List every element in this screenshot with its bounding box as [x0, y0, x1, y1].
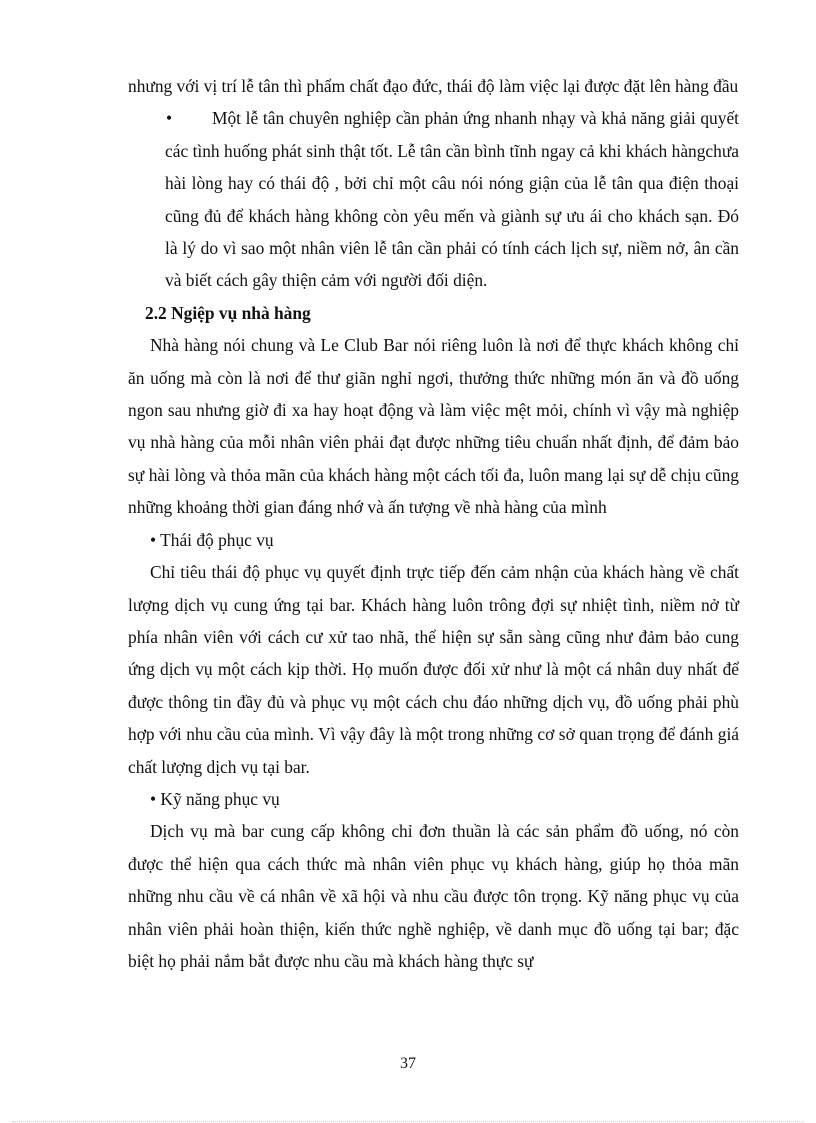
paragraph: Nhà hàng nói chung và Le Club Bar nói riêng luôn là nơi để thực khách không chỉ ăn uống mà còn là nơi để thư giãn nghỉ ngơi, thưởng thức những món ăn và đồ uống ngon sau nhưng giờ đi xa hay hoạt động và làm việc mệt mỏi, chính vì vậy mà nghiệp vụ nhà hàng của mỗi nhân viên phải đạt được những tiêu chuẩn nhất định, để đảm bảo sự hài lòng và thỏa mãn của khách hàng một cách tối đa, luôn mang lại sự dễ chịu cũng những khoảng thời gian đáng nhớ và ấn tượng về nhà hàng của mình [128, 335, 739, 518]
subheading: • Thái độ phục vụ [150, 529, 274, 550]
paragraph: Chỉ tiêu thái độ phục vụ quyết định trực tiếp đến cảm nhận của khách hàng về chất lượng dịch vụ cung ứng tại bar. Khách hàng luôn trông đợi sự nhiệt tình, niềm nở từ phía nhân viên với cách cư xử tao nhã, thể hiện sự sẵn sàng cũng như đảm bảo cung ứng dịch vụ một cách kịp thời. Họ muốn được đối xử như là một cá nhân duy nhất để được thông tin đầy đủ và phục vụ một cách chu đáo những dịch vụ, đồ uống phải phù hợp với nhu cầu của mình. Vì vậy đây là một trong những cơ sở quan trọng để đánh giá chất lượng dịch vụ tại bar. [128, 562, 739, 777]
document-body [128, 70, 739, 977]
bullet-marker: • [166, 108, 173, 129]
section-heading: 2.2 Ngiệp vụ nhà hàng [145, 302, 311, 323]
paragraph: Một lễ tân chuyên nghiệp cần phản ứng nhanh nhạy và khả năng giải quyết các tình huống phát sinh thật tốt. Lễ tân cần bình tĩnh ngay cả khi khách hàngchưa hài lòng hay có thái độ , bởi chỉ một câu nói nóng giận của lễ tân qua điện thoại cũng đủ để khách hàng không còn yêu mến và giành sự ưu ái cho khách sạn. Đó là lý do vì sao một nhân viên lễ tân cần phải có tính cách lịch sự, niềm nở, ân cần và biết cách gây thiện cảm với người đối diện. [165, 108, 739, 291]
subheading: • Kỹ năng phục vụ [150, 788, 280, 809]
bullet-paragraph [128, 102, 739, 296]
page-bottom-divider [12, 1121, 804, 1122]
paragraph: nhưng với vị trí lễ tân thì phẩm chất đạo đức, thái độ làm việc lại được đặt lên hàng đầu [128, 76, 739, 96]
page-number: 37 [400, 1055, 416, 1072]
paragraph: Dịch vụ mà bar cung cấp không chỉ đơn thuần là các sản phẩm đồ uống, nó còn được thể hiện qua cách thức mà nhân viên phục vụ khách hàng, giúp họ thỏa mãn những nhu cầu về cá nhân về xã hội và nhu cầu được tôn trọng. Kỹ năng phục vụ của nhân viên phải hoàn thiện, kiến thức nghề nghiệp, về danh mục đồ uống tại bar; đặc biệt họ phải nắm bắt được nhu cầu mà khách hàng thực sự [128, 821, 739, 971]
